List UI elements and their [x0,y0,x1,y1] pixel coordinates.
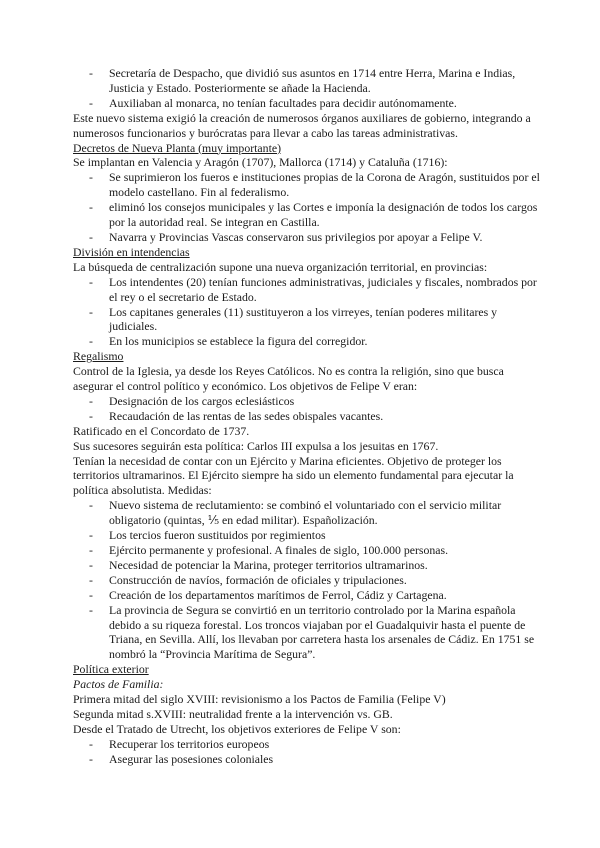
list-item: - Los capitanes generales (11) sustituyeron a los virreyes, tenían poderes militares y judiciales. [109,305,540,335]
paragraph: Primera mitad del siglo XVIII: revisionismo a los Pactos de Familia (Felipe V) [73,692,446,707]
paragraph: Este nuevo sistema exigió la creación de numerosos órganos auxiliares de gobierno, integrando a numerosos funcionarios y burócratas para llevar a cabo las tareas administrativas. [73,110,531,140]
section-heading: Regalismo [73,349,124,364]
list-item: - Creación de los departamentos marítimos de Ferrol, Cádiz y Cartagena. [109,588,540,603]
list-item: - Recaudación de las rentas de las sedes obispales vacantes. [109,409,540,424]
subsection-heading: Pactos de Familia: [73,677,164,692]
list-item: - Nuevo sistema de reclutamiento: se combinó el voluntariado con el servicio militar obligatorio (quintas, ⅕ en edad militar). Españolización. [109,498,540,528]
section-heading: Decretos de Nueva Planta (muy importante) [73,140,282,155]
section-heading: División en intendencias [73,244,190,259]
list-item: - Auxiliaban al monarca, no tenían facultades para decidir autónomamente. [109,96,540,111]
paragraph: Desde el Tratado de Utrecht, los objetivos exteriores de Felipe V son: [73,721,401,736]
list-item: - Ejército permanente y profesional. A finales de siglo, 100.000 personas. [109,543,540,558]
list-item: - Navarra y Provincias Vascas conservaron sus privilegios por apoyar a Felipe V. [109,230,540,245]
list-item: - eliminó los consejos municipales y las Cortes e imponía la designación de todos los cargos por la autoridad real. Se integran en Castilla. [109,200,540,230]
list-item: - Construcción de navíos, formación de oficiales y tripulaciones. [109,573,540,588]
paragraph: La búsqueda de centralización supone una nueva organización territorial, en provincias: [73,259,488,274]
list-item: - En los municipios se establece la figura del corregidor. [109,334,540,349]
list-item: - Los tercios fueron sustituidos por regimientos [109,528,540,543]
list-item: - La provincia de Segura se convirtió en un territorio controlado por la Marina española debido a su riqueza forestal. Los troncos viajaban por el Guadalquivir hasta el puente de Triana, en Sevilla. Allí, los llevaban por carretera hasta los arsenales de Cádiz. En 1751 se nombró la “Provincia Marítima de Segura”. [109,603,540,663]
bullet-list [73,394,540,424]
bullet-list [73,170,540,245]
list-item: - Recuperar los territorios europeos [109,737,540,752]
bullet-list [73,737,540,767]
paragraph: Sus sucesores seguirán esta política: Carlos III expulsa a los jesuitas en 1767. [73,438,439,453]
paragraph: Se implantan en Valencia y Aragón (1707), Mallorca (1714) y Cataluña (1716): [73,155,448,170]
list-item: - Asegurar las posesiones coloniales [109,752,540,767]
paragraph: Ratificado en el Concordato de 1737. [73,423,250,438]
paragraph: Tenían la necesidad de contar con un Ejército y Marina eficientes. Objetivo de proteger los territorios ultramarinos. El Ejército siempre ha sido un elemento fundamental para ejecutar la política absolutista. Medidas: [73,453,514,498]
paragraph: Segunda mitad s.XVIII: neutralidad frente a la intervención vs. GB. [73,706,393,721]
bullet-list [73,275,540,350]
list-item: - Se suprimieron los fueros e instituciones propias de la Corona de Aragón, sustituidos por el modelo castellano. Fin al federalismo. [109,170,540,200]
list-item: - Necesidad de potenciar la Marina, proteger territorios ultramarinos. [109,558,540,573]
bullet-list [73,66,540,111]
list-item: - Los intendentes (20) tenían funciones administrativas, judiciales y fiscales, nombrados por el rey o el secretario de Estado. [109,275,540,305]
paragraph: Control de la Iglesia, ya desde los Reyes Católicos. No es contra la religión, sino que busca asegurar el control político y económico. Los objetivos de Felipe V eran: [73,364,504,394]
list-item: - Secretaría de Despacho, que dividió sus asuntos en 1714 entre Herra, Marina e Indias, Justicia y Estado. Posteriormente se añade la Hacienda. [109,66,540,96]
section-heading: Política exterior [73,662,149,677]
list-item: - Designación de los cargos eclesiásticos [109,394,540,409]
bullet-list [73,498,540,662]
